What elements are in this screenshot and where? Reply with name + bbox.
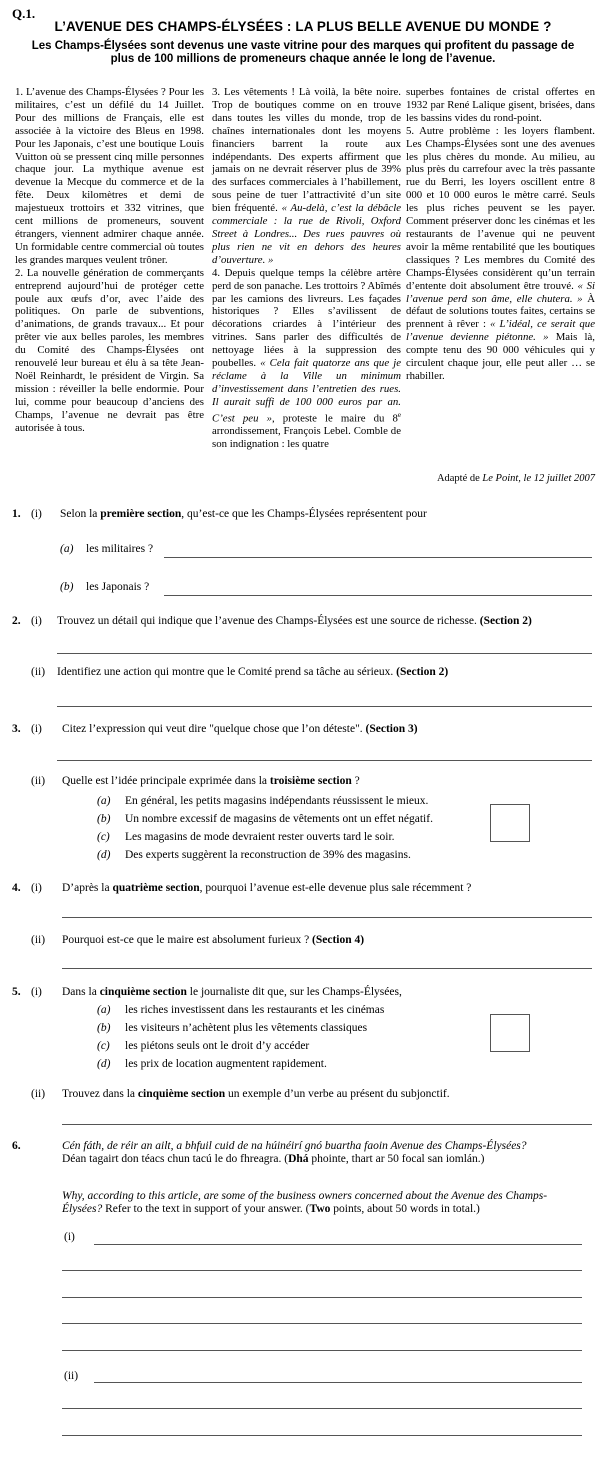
question-number: Q.1. bbox=[12, 6, 36, 21]
article-section-1: 1. L’avenue des Champs-Élysées ? Pour les militaires, c’est un défilé du 14 Juillet. Pour des millions de Français, elle est associée à la victoire des Bleus en 1998. Pour les Japonais, c’est une boutique Louis Vuitton où se pressent cinq mille personnes chaque jour. La mythique avenue est devenue la Mecque du commerce et de la fête. Deux kilomètres et demi de majestueux trottoirs et 332 vitrines, que cent millions de promeneurs, souvent étrangers, viennent admirer chaque année. Un formidable centre commercial où toutes les grandes marques veulent trôner. bbox=[15, 86, 204, 266]
q2-part-ii: (ii) bbox=[31, 666, 46, 678]
q2-number: 2. bbox=[12, 615, 21, 627]
q1-part-i: (i) bbox=[31, 508, 42, 520]
article-column-2 bbox=[212, 86, 401, 451]
q5-option-c-text: les piétons seuls ont le droit d’y accéder bbox=[125, 1040, 310, 1052]
q4-ii-answer-line[interactable] bbox=[62, 968, 592, 969]
q5-option-c-label: (c) bbox=[97, 1040, 110, 1052]
article-column-1 bbox=[15, 86, 204, 434]
q5-i-text: Dans la cinquième section le journaliste dit que, sur les Champs-Élysées, bbox=[62, 986, 402, 998]
article-source: Adapté de Le Point, le 12 juillet 2007 bbox=[436, 473, 595, 484]
article-section-3: 3. Les vêtements ! Là voilà, la bête noire. Trop de boutiques comme on en trouve dans toutes les villes du monde, trop de chaînes internationales dont les moyens financiers barrent la route aux indépendants. Des experts affirment que jamais on ne devrait réserver plus de 39% des surfaces commerciales à l’habillement, sous peine de tuer l’attractivité d’un site bien fréquenté. « Au-delà, c’est la débâcle commerciale : la rue de Rivoli, Oxford Street à Londres... Des rues pauvres où plus rien ne vit en dehors des heures d’ouverture. » bbox=[212, 86, 402, 266]
q4-part-ii: (ii) bbox=[31, 934, 46, 946]
q6-i-answer-line-1[interactable] bbox=[94, 1244, 582, 1245]
q3-option-a-text: En général, les petits magasins indépendants réussissent le mieux. bbox=[125, 795, 429, 807]
q6-irish-instruction: Cén fáth, de réir an ailt, a bhfuil cuid de na húinéirí gnó buartha faoin Avenue des Champs-Élysées? Déan tagairt don téacs chun tacú le do fhreagra. (Dhá phointe, thart ar 50 focal san iomlán.) bbox=[62, 1140, 527, 1165]
q1-a-label: (a) bbox=[60, 543, 74, 555]
q5-number: 5. bbox=[12, 986, 21, 998]
article-section-5: 5. Autre problème : les loyers flambent. Les Champs-Élysées sont une des avenues les plus chères du monde. Au milieu, au plus près du carrefour avec la très passante rue du Berri, les loyers oscillent entre 8 000 et 10 000 euros le mètre carré. Seuls les plus riches peuvent se les payer. Comment préserver donc les cinémas et les restaurants de l’avenue qui ne peuvent avoir la même rentabilité que les boutiques classiques ? Les membres du Comité des Champs-Élysées considèrent qu’un terrain d’entente doit absolument être trouvé. « Si l’avenue perd son âme, elle chutera. » À défaut de solutions toutes faites, certains se prennent à rêver : « L’idéal, ce serait que l’avenue devienne piétonne. » Mais là, compte tenu des 90 000 véhicules qui y circulent chaque jour, elle peut aller … se rhabiller. bbox=[406, 124, 596, 382]
q3-i-answer-line[interactable] bbox=[57, 760, 592, 761]
q1-text: Selon la première section, qu’est-ce que les Champs-Élysées représentent pour bbox=[60, 508, 427, 520]
q5-option-d-text: les prix de location augmentent rapidement. bbox=[125, 1058, 327, 1070]
q1-a-answer-line[interactable] bbox=[164, 557, 592, 558]
q4-i-text: D’après la quatrième section, pourquoi l’avenue est-elle devenue plus sale récemment ? bbox=[62, 882, 472, 894]
q6-i-answer-line-5[interactable] bbox=[62, 1350, 582, 1351]
q3-option-c-label: (c) bbox=[97, 831, 110, 843]
q6-i-answer-line-2[interactable] bbox=[62, 1270, 582, 1271]
q5-option-a-label: (a) bbox=[97, 1004, 111, 1016]
q3-number: 3. bbox=[12, 723, 21, 735]
q2-ii-text: Identifiez une action qui montre que le Comité prend sa tâche au sérieux. (Section 2) bbox=[57, 666, 449, 678]
q6-i-answer-line-4[interactable] bbox=[62, 1323, 582, 1324]
q5-part-ii: (ii) bbox=[31, 1088, 46, 1100]
q5-ii-answer-line[interactable] bbox=[62, 1124, 592, 1125]
q6-ii-answer-line-3[interactable] bbox=[62, 1435, 582, 1436]
q5-option-b-text: les visiteurs n’achètent plus les vêtements classiques bbox=[125, 1022, 368, 1034]
article-section-2: 2. La nouvelle génération de commerçants entreprend aujourd’hui de protéger cette poule aux œufs d’or, avec l’aide des politiques. On parle de subventions, d’animations, de grands travaux... Et pour prêter vie aux belles paroles, les membres du Comité des Champs-Élysées ont renouvelé leur bureau et élu à sa tête Jean-Noël Reinhardt, le président de Virgin. Sa mission : réveiller la belle endormie. Pour lui, comme pour beaucoup d’anciens des Champs, l’avenue ne devrait pas être autorisée à tous. bbox=[15, 266, 204, 434]
q5-option-d-label: (d) bbox=[97, 1058, 111, 1070]
q3-option-b-label: (b) bbox=[97, 813, 111, 825]
q3-option-c-text: Les magasins de mode devraient rester ouverts tard le soir. bbox=[125, 831, 395, 843]
q3-part-i: (i) bbox=[31, 723, 42, 735]
q4-ii-text: Pourquoi est-ce que le maire est absolument furieux ? (Section 4) bbox=[62, 934, 365, 946]
q3-option-b-text: Un nombre excessif de magasins de vêtements ont un effet négatif. bbox=[125, 813, 433, 825]
q3-option-d-label: (d) bbox=[97, 849, 111, 861]
q2-ii-answer-line[interactable] bbox=[57, 706, 592, 707]
q2-i-answer-line[interactable] bbox=[57, 653, 592, 654]
q1-number: 1. bbox=[12, 508, 21, 520]
q3-option-a-label: (a) bbox=[97, 795, 111, 807]
q4-part-i: (i) bbox=[31, 882, 42, 894]
q6-ii-answer-line-1[interactable] bbox=[94, 1382, 582, 1383]
q6-part-ii-label: (ii) bbox=[64, 1370, 79, 1382]
q3-ii-text: Quelle est l’idée principale exprimée dans la troisième section ? bbox=[62, 775, 360, 787]
q6-ii-answer-line-2[interactable] bbox=[62, 1408, 582, 1409]
article-section-4-end: superbes fontaines de cristal offertes en 1932 par René Lalique gisent, brisées, dans les bassins vides du rond-point. bbox=[406, 86, 595, 124]
q1-b-text: les Japonais ? bbox=[86, 581, 150, 593]
q1-b-label: (b) bbox=[60, 581, 74, 593]
q2-part-i: (i) bbox=[31, 615, 42, 627]
q3-part-ii: (ii) bbox=[31, 775, 46, 787]
q2-i-text: Trouvez un détail qui indique que l’avenue des Champs-Élysées est une source de richesse. (Section 2) bbox=[57, 615, 532, 627]
q4-i-answer-line[interactable] bbox=[62, 917, 592, 918]
q3-option-d-text: Des experts suggèrent la reconstruction de 39% des magasins. bbox=[125, 849, 411, 861]
q3-i-text: Citez l’expression qui veut dire "quelque chose que l’on déteste". (Section 3) bbox=[62, 723, 418, 735]
q3-answer-box[interactable] bbox=[490, 804, 530, 842]
article-title: L’AVENUE DES CHAMPS-ÉLYSÉES : LA PLUS BELLE AVENUE DU MONDE ? bbox=[54, 19, 552, 34]
q1-b-answer-line[interactable] bbox=[164, 595, 592, 596]
q5-part-i: (i) bbox=[31, 986, 42, 998]
q5-option-b-label: (b) bbox=[97, 1022, 111, 1034]
q5-option-a-text: les riches investissent dans les restaurants et les cinémas bbox=[125, 1004, 385, 1016]
q4-number: 4. bbox=[12, 882, 21, 894]
article-column-3 bbox=[406, 86, 595, 383]
q5-answer-box[interactable] bbox=[490, 1014, 530, 1052]
article-subtitle: Les Champs-Élysées sont devenus une vaste vitrine pour des marques qui profitent du passage de plus de 100 millions de promeneurs chaque année le long de l’avenue. bbox=[31, 40, 575, 65]
q6-english-instruction: Why, according to this article, are some of the business owners concerned about the Avenue des Champs-Élysées? Refer to the text in support of your answer. (Two points, about 50 words in total.) bbox=[62, 1190, 548, 1215]
q6-number: 6. bbox=[12, 1140, 21, 1152]
q1-a-text: les militaires ? bbox=[86, 543, 154, 555]
q5-ii-text: Trouvez dans la cinquième section un exemple d’un verbe au présent du subjonctif. bbox=[62, 1088, 450, 1100]
q6-i-answer-line-3[interactable] bbox=[62, 1297, 582, 1298]
article-section-4: 4. Depuis quelque temps la célèbre artère perd de son panache. Les trottoirs ? Abîmés par les camions des livreurs. Les façades historiques ? Elles s’avilissent de décorations criardes à l’intérieur des vitrines. Sans parler des difficultés de nettoyage liées à la suppression des poubelles. « Cela fait quatorze ans que je réclame à la Ville un minimum d’investissement dans l’entretien des rues. Il aurait suffi de 100 000 euros par an. C’est peu », proteste le maire du 8e arrondissement, François Lebel. Comble de son indignation : les quatre bbox=[212, 266, 401, 451]
q6-part-i-label: (i) bbox=[64, 1231, 75, 1243]
